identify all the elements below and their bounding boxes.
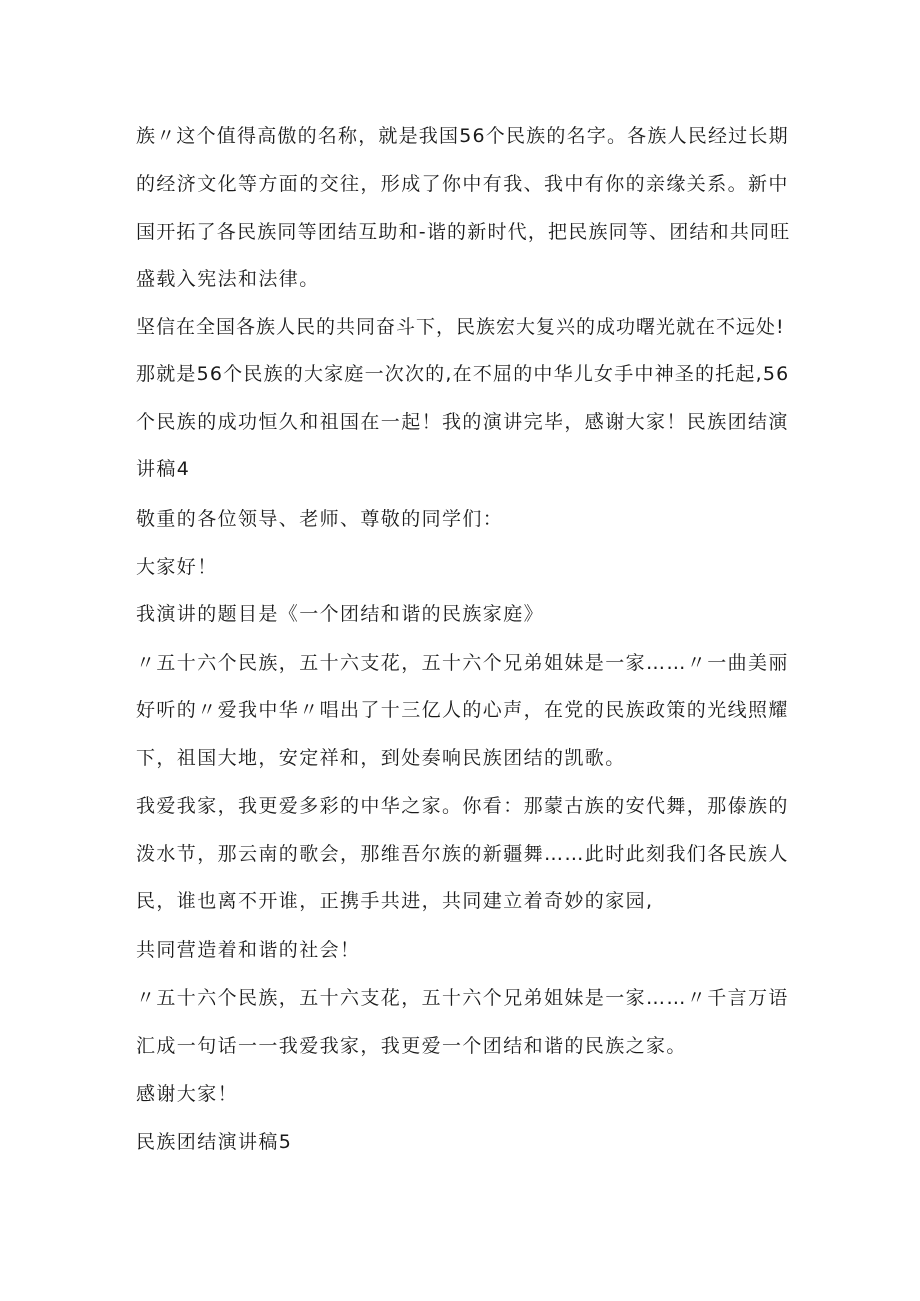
text-line: 大家好！ [136,556,218,578]
text-line: 感谢大家！ [136,1083,239,1105]
text-line: 汇成一句话一一我爱我家，我更爱一个团结和谐的民族之家。 [136,1035,687,1057]
text-line: 下，祖国大地，安定祥和，到处奏响民族团结的凯歌。 [136,747,626,769]
text-line: 〃五十六个民族，五十六支花，五十六个兄弟姐妹是一家……〃一曲美丽 [136,652,789,674]
text-line: 泼水节，那云南的歌会，那维吾尔族的新疆舞……此时此刻我们各民族人 [136,843,789,865]
text-line: 个民族的成功恒久和祖国在一起！我的演讲完毕，感谢大家！民族团结演 [136,411,789,433]
text-line: 好听的〃爱我中华〃唱出了十三亿人的心声，在党的民族政策的光线照耀 [136,699,789,721]
text-line: 的经济文化等方面的交往，形成了你中有我、我中有你的亲缘关系。新中 [136,173,789,195]
text-line: 共同营造着和谐的社会！ [136,939,361,961]
text-line: 族〃这个值得高傲的名称，就是我国56个民族的名字。各族人民经过长期 [136,125,789,147]
text-line: 民，谁也离不开谁，正携手共进，共同建立着奇妙的家园, [136,890,654,912]
text-line: 坚信在全国各族人民的共同奋斗下，民族宏大复兴的成功曙光就在不远处! [136,316,785,338]
text-line: 盛载入宪法和法律。 [136,268,320,290]
text-line: 民族团结演讲稿5 [136,1131,293,1153]
text-line: 〃五十六个民族，五十六支花，五十六个兄弟姐妹是一家……〃千言万语 [136,987,789,1009]
text-line: 讲稿4 [136,458,191,480]
text-line: 敬重的各位领导、老师、尊敬的同学们： [136,508,504,530]
text-line: 我爱我家，我更爱多彩的中华之家。你看：那蒙古族的安代舞，那傣族的 [136,795,789,817]
text-line: 那就是56个民族的大家庭一次次的,在不屈的中华儿女手中神圣的托起,56 [136,363,790,385]
text-line: 我演讲的题目是《一个团结和谐的民族家庭》 [136,603,545,625]
text-line: 国开拓了各民族同等团结互助和-谐的新时代，把民族同等、团结和共同旺 [136,221,791,243]
